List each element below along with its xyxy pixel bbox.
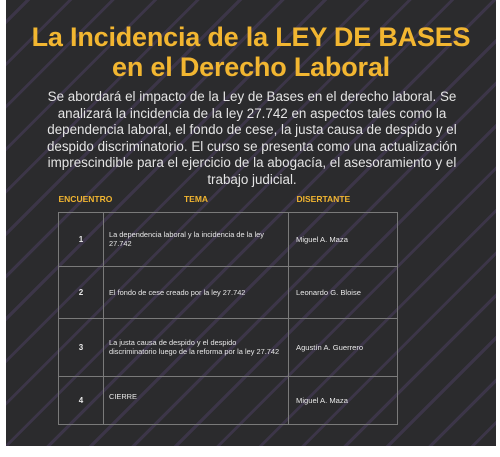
disertante-cell: Miguel A. Maza <box>289 376 398 424</box>
table-row <box>59 212 398 266</box>
title-line-1: La Incidencia de la LEY DE BASES <box>31 22 471 52</box>
header-tema: TEMA <box>183 193 209 204</box>
page-title <box>6 22 496 82</box>
schedule-table <box>58 190 398 425</box>
disertante-cell: Miguel A. Maza <box>289 212 398 266</box>
disertante-cell: Leonardo G. Bloise <box>289 266 398 318</box>
disertante-cell: Agustín A. Guerrero <box>289 318 398 376</box>
tema-cell: La dependencia laboral y la incidencia de la ley 27.742 <box>104 212 289 266</box>
table-row <box>59 266 398 318</box>
course-flyer <box>6 0 496 446</box>
tema-cell: El fondo de cese creado por la ley 27.742 <box>104 266 289 318</box>
header-disertante: DISERTANTE <box>296 193 351 204</box>
table-header-row <box>59 190 398 212</box>
header-encuentro: ENCUENTRO <box>58 193 113 204</box>
tema-cell: La justa causa de despido y el despido discriminatorio luego de la reforma por la ley 27.742 <box>104 318 289 376</box>
title-line-2: en el Derecho Laboral <box>112 52 390 82</box>
encuentro-number: 2 <box>59 266 104 318</box>
tema-cell: CIERRE <box>104 376 289 424</box>
encuentro-number: 3 <box>59 318 104 376</box>
encuentro-number: 1 <box>59 212 104 266</box>
table-row <box>59 318 398 376</box>
table-row <box>59 376 398 424</box>
course-description: Se abordará el impacto de la Ley de Bases en el derecho laboral. Se analizará la incidencia de la ley 27.742 en aspectos tales como la dependencia laboral, el fondo de cese, la justa causa de despido y el despido discriminatorio. El curso se presenta como una actualización imprescindible para el ejercicio de la abogacía, el asesoramiento y el trabajo judicial. <box>46 89 458 187</box>
encuentro-number: 4 <box>59 376 104 424</box>
